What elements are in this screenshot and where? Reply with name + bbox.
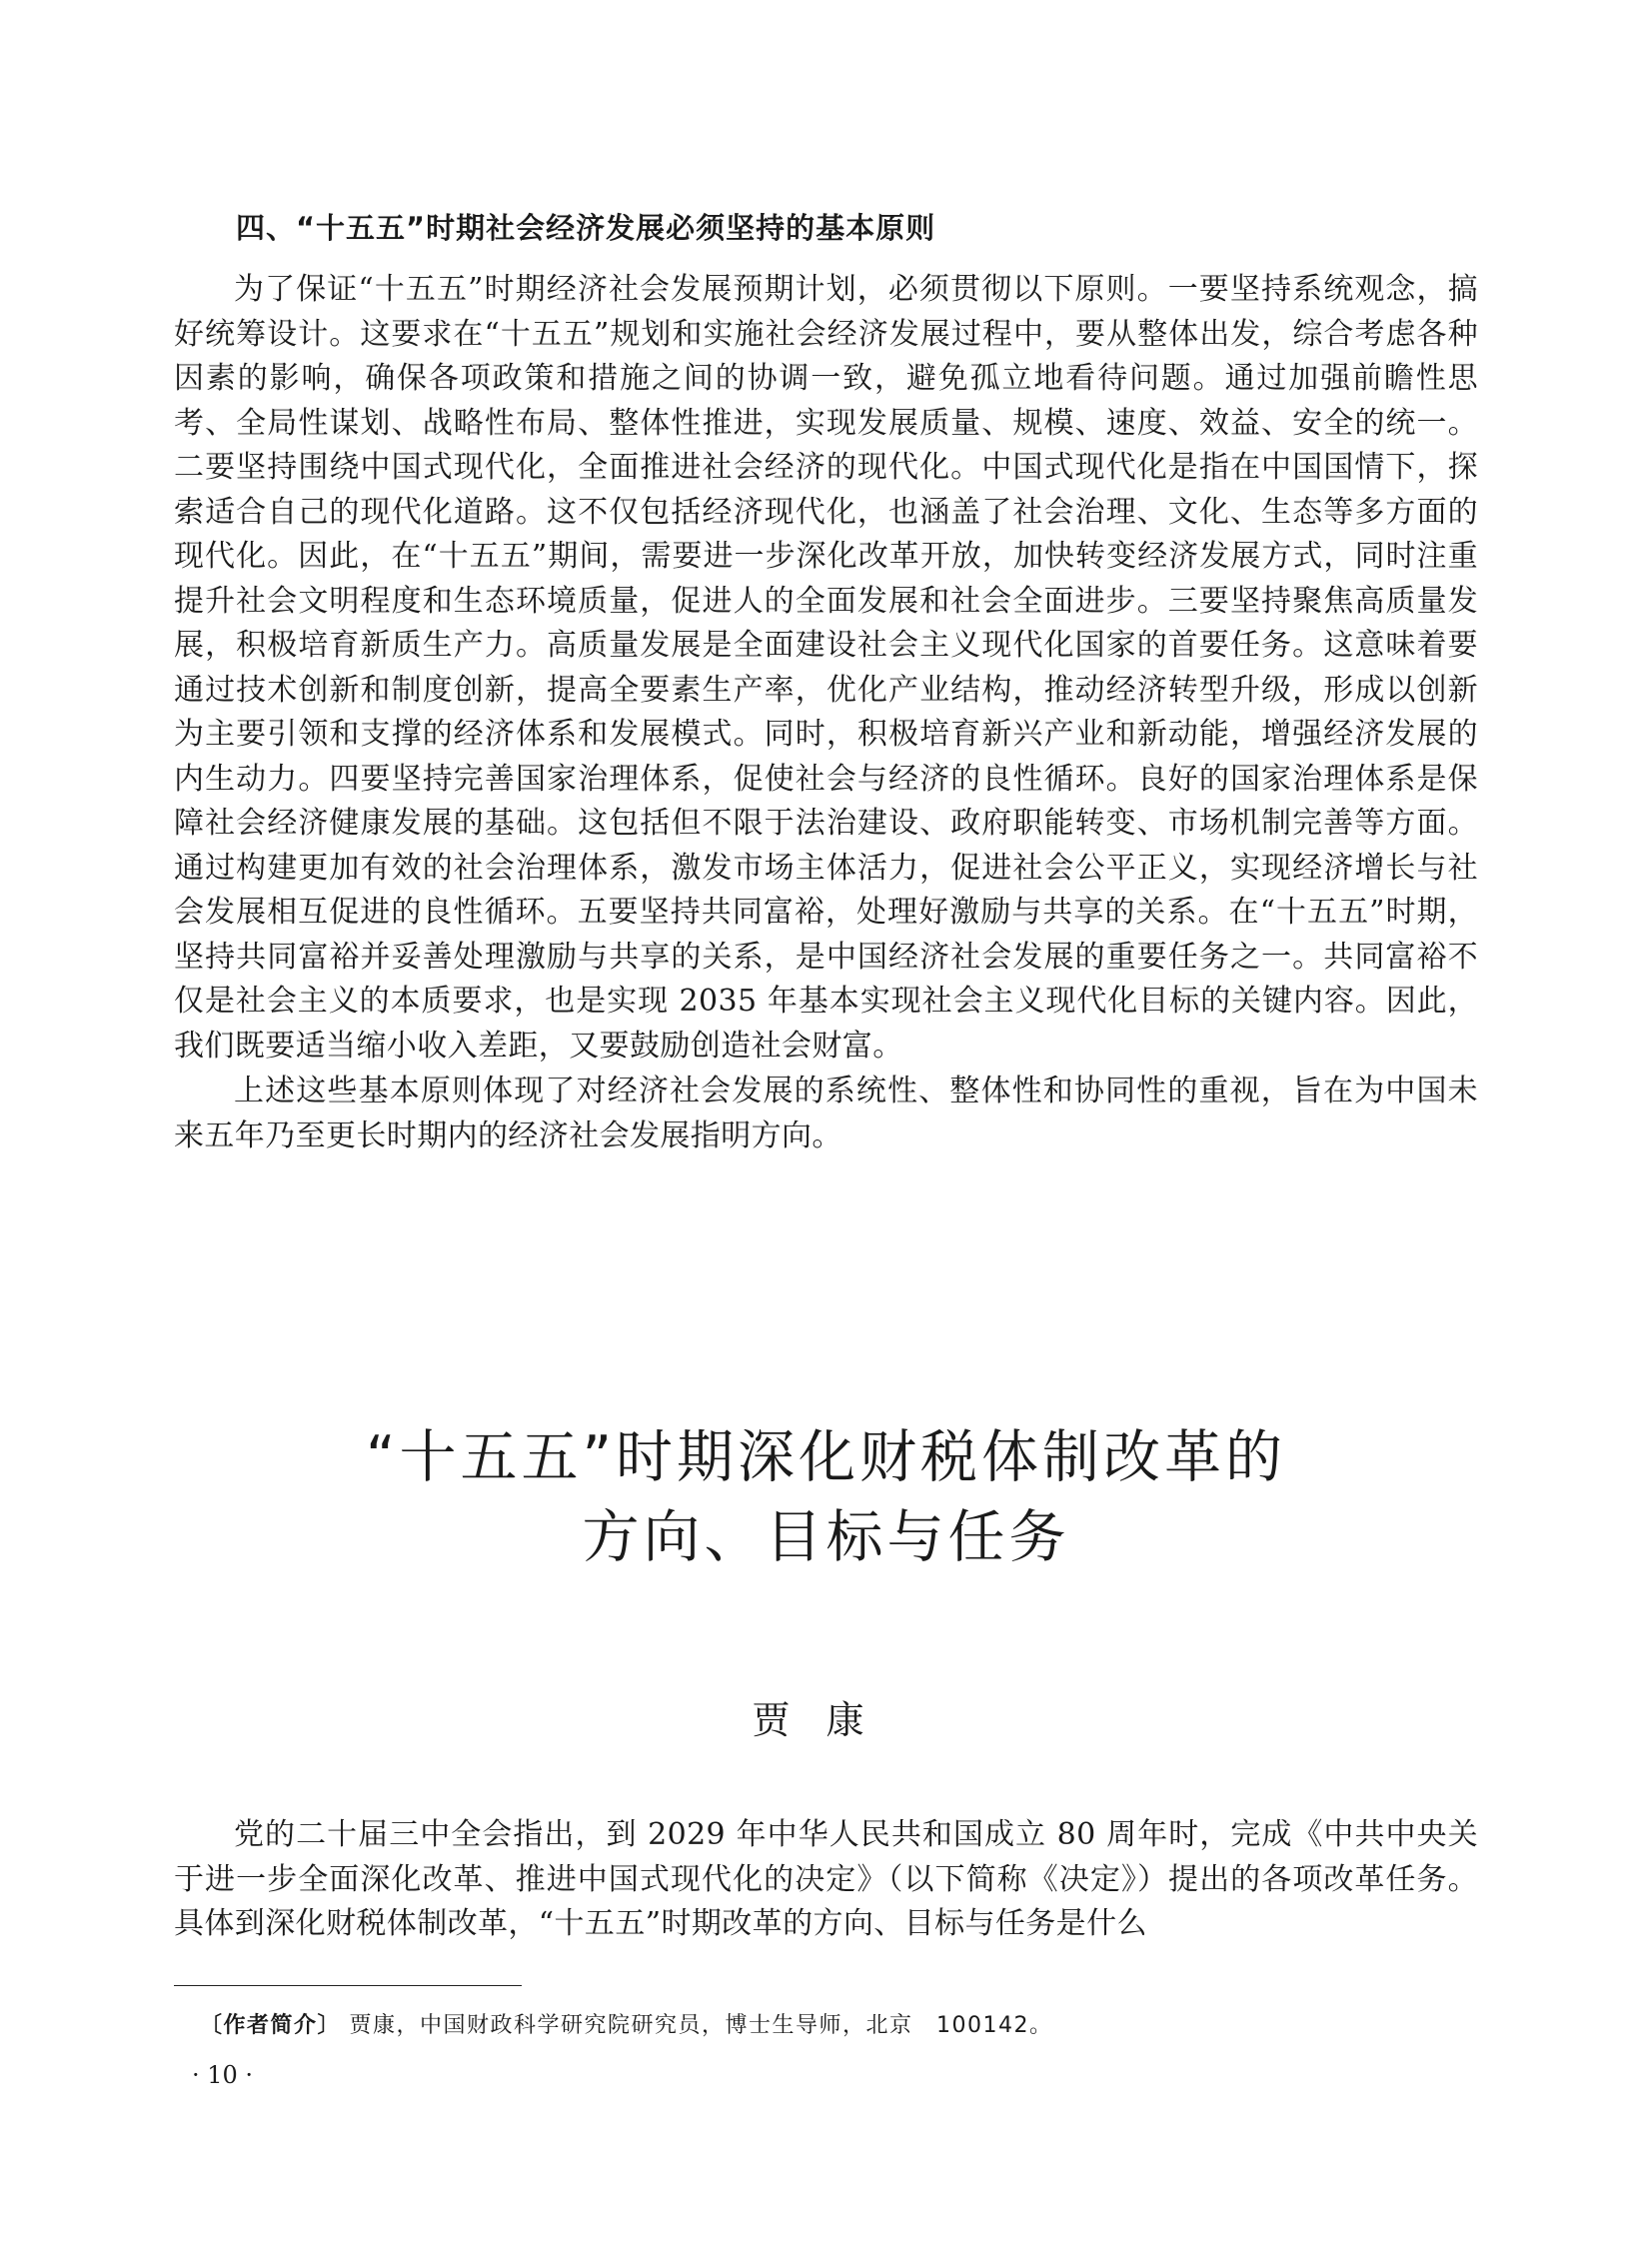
footnote-text: 贾康，中国财政科学研究院研究员，博士生导师，北京 100142。 [349, 2013, 1053, 2038]
page-number: · 10 · [192, 2061, 254, 2089]
article-title [174, 1417, 1478, 1577]
section-heading: 四、“十五五”时期社会经济发展必须坚持的基本原则 [236, 211, 936, 245]
article-author: 贾康 [752, 1698, 900, 1742]
principles-paragraph: 为了保证“十五五”时期经济社会发展预期计划，必须贯彻以下原则。一要坚持系统观念，搞好统筹设计。这要求在“十五五”规划和实施社会经济发展过程中，要从整体出发，综合考虑各种因素的影响，确保各项政策和措施之间的协调一致，避免孤立地看待问题。通过加强前瞻性思考、全局性谋划、战略性布局、整体性推进，实现发展质量、规模、速度、效益、安全的统一。二要坚持围绕中国式现代化，全面推进社会经济的现代化。中国式现代化是指在中国国情下，探索适合自己的现代化道路。这不仅包括经济现代化，也涵盖了社会治理、文化、生态等多方面的现代化。因此，在“十五五”期间，需要进一步深化改革开放，加快转变经济发展方式，同时注重提升社会文明程度和生态环境质量，促进人的全面发展和社会全面进步。三要坚持聚焦高质量发展，积极培育新质生产力。高质量发展是全面建设社会主义现代化国家的首要任务。这意味着要通过技术创新和制度创新，提高全要素生产率，优化产业结构，推动经济转型升级，形成以创新为主要引领和支撑的经济体系和发展模式。同时，积极培育新兴产业和新动能，增强经济发展的内生动力。四要坚持完善国家治理体系，促使社会与经济的良性循环。良好的国家治理体系是保障社会经济健康发展的基础。这包括但不限于法治建设、政府职能转变、市场机制完善等方面。通过构建更加有效的社会治理体系，激发市场主体活力，促进社会公平正义，实现经济增长与社会发展相互促进的良性循环。五要坚持共同富裕，处理好激励与共享的关系。在“十五五”时期，坚持共同富裕并妥善处理激励与共享的关系，是中国经济社会发展的重要任务之一。共同富裕不仅是社会主义的本质要求，也是实现 2035 年基本实现社会主义现代化目标的关键内容。因此，我们既要适当缩小收入差距，又要鼓励创造社会财富。 [174, 272, 1478, 1064]
article-title-line-2: 方向、目标与任务 [582, 1504, 1070, 1570]
intro-paragraph: 党的二十届三中全会指出，到 2029 年中华人民共和国成立 80 周年时，完成《中共中央关于进一步全面深化改革、推进中国式现代化的决定》（以下简称《决定》）提出的各项改革任务。具体到深化财税体制改革，“十五五”时期改革的方向、目标与任务是什么 [174, 1817, 1478, 1941]
author-footnote [200, 2010, 1479, 2042]
footnote-divider [174, 1985, 522, 1986]
article-title-line-1: “十五五”时期深化财税体制改革的 [365, 1424, 1287, 1490]
footnote-label: 〔作者简介〕 [200, 2013, 342, 2038]
article-body [174, 1813, 1478, 1947]
summary-paragraph: 上述这些基本原则体现了对经济社会发展的系统性、整体性和协同性的重视，旨在为中国未来五年乃至更长时期内的经济社会发展指明方向。 [174, 1074, 1478, 1153]
section-body [174, 268, 1478, 1158]
